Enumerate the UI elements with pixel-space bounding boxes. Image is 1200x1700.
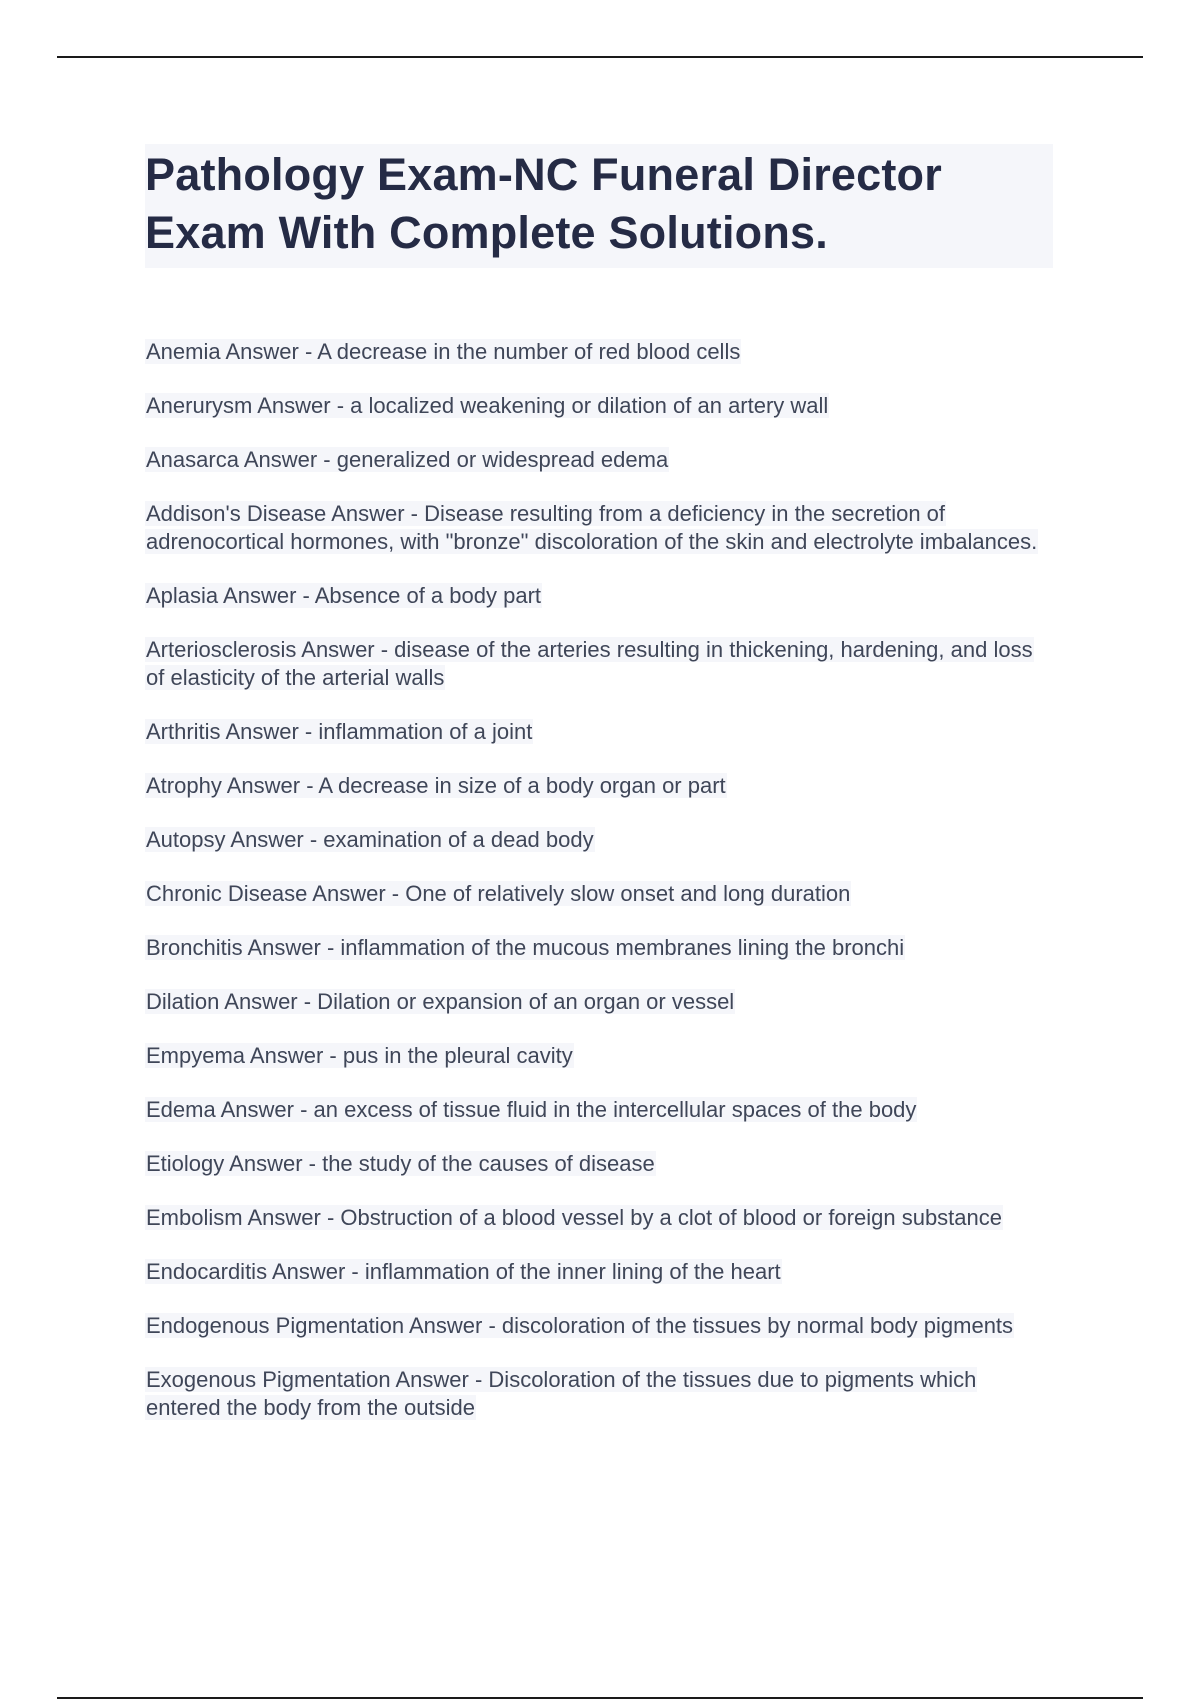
entry-text: Dilation Answer - Dilation or expansion of an organ or vessel (146, 989, 735, 1014)
entry-addisons-disease (145, 500, 1045, 556)
entry-text: Arthritis Answer - inflammation of a joint (146, 719, 533, 744)
entry-text: Anemia Answer - A decrease in the number of red blood cells (146, 339, 741, 364)
entry-etiology (145, 1150, 1045, 1178)
entry-endocarditis (145, 1258, 1045, 1286)
entry-edema (145, 1096, 1045, 1124)
entry-aplasia (145, 582, 1045, 610)
entry-text: Embolism Answer - Obstruction of a blood vessel by a clot of blood or foreign substance (146, 1205, 1002, 1230)
entry-embolism (145, 1204, 1045, 1232)
document-title: Pathology Exam-NC Funeral Director Exam With Complete Solutions. (145, 149, 942, 258)
entry-text: Endogenous Pigmentation Answer - discoloration of the tissues by normal body pigments (146, 1313, 1014, 1338)
entry-text: Anasarca Answer - generalized or widespread edema (146, 447, 669, 472)
entry-text: Addison's Disease Answer - Disease resulting from a deficiency in the secretion of adrenocortical hormones, with "bronze" discoloration of the skin and electrolyte imbalances. (146, 501, 1038, 554)
entry-endogenous-pigmentation (145, 1312, 1045, 1340)
entry-list (145, 338, 1045, 1448)
entry-text: Anerurysm Answer - a localized weakening or dilation of an artery wall (146, 393, 829, 418)
entry-chronic-disease (145, 880, 1045, 908)
entry-text: Atrophy Answer - A decrease in size of a body organ or part (146, 773, 726, 798)
entry-arteriosclerosis (145, 636, 1045, 692)
title-block (145, 144, 1053, 268)
entry-dilation (145, 988, 1045, 1016)
top-divider (57, 56, 1143, 58)
entry-autopsy (145, 826, 1045, 854)
entry-text: Autopsy Answer - examination of a dead body (146, 827, 594, 852)
entry-text: Endocarditis Answer - inflammation of the inner lining of the heart (146, 1259, 781, 1284)
bottom-divider (57, 1697, 1143, 1699)
entry-anasarca (145, 446, 1045, 474)
entry-text: Empyema Answer - pus in the pleural cavity (146, 1043, 573, 1068)
entry-text: Exogenous Pigmentation Answer - Discoloration of the tissues due to pigments which entered the body from the outside (146, 1367, 977, 1420)
entry-atrophy (145, 772, 1045, 800)
entry-anemia (145, 338, 1045, 366)
entry-text: Chronic Disease Answer - One of relatively slow onset and long duration (146, 881, 851, 906)
entry-text: Etiology Answer - the study of the causes of disease (146, 1151, 655, 1176)
entry-text: Arteriosclerosis Answer - disease of the arteries resulting in thickening, hardening, and loss of elasticity of the arterial walls (146, 637, 1033, 690)
entry-bronchitis (145, 934, 1045, 962)
entry-arthritis (145, 718, 1045, 746)
entry-text: Edema Answer - an excess of tissue fluid in the intercellular spaces of the body (146, 1097, 917, 1122)
entry-text: Aplasia Answer - Absence of a body part (146, 583, 542, 608)
entry-text: Bronchitis Answer - inflammation of the mucous membranes lining the bronchi (146, 935, 905, 960)
entry-anerurysm (145, 392, 1045, 420)
entry-exogenous-pigmentation (145, 1366, 1045, 1422)
entry-empyema (145, 1042, 1045, 1070)
